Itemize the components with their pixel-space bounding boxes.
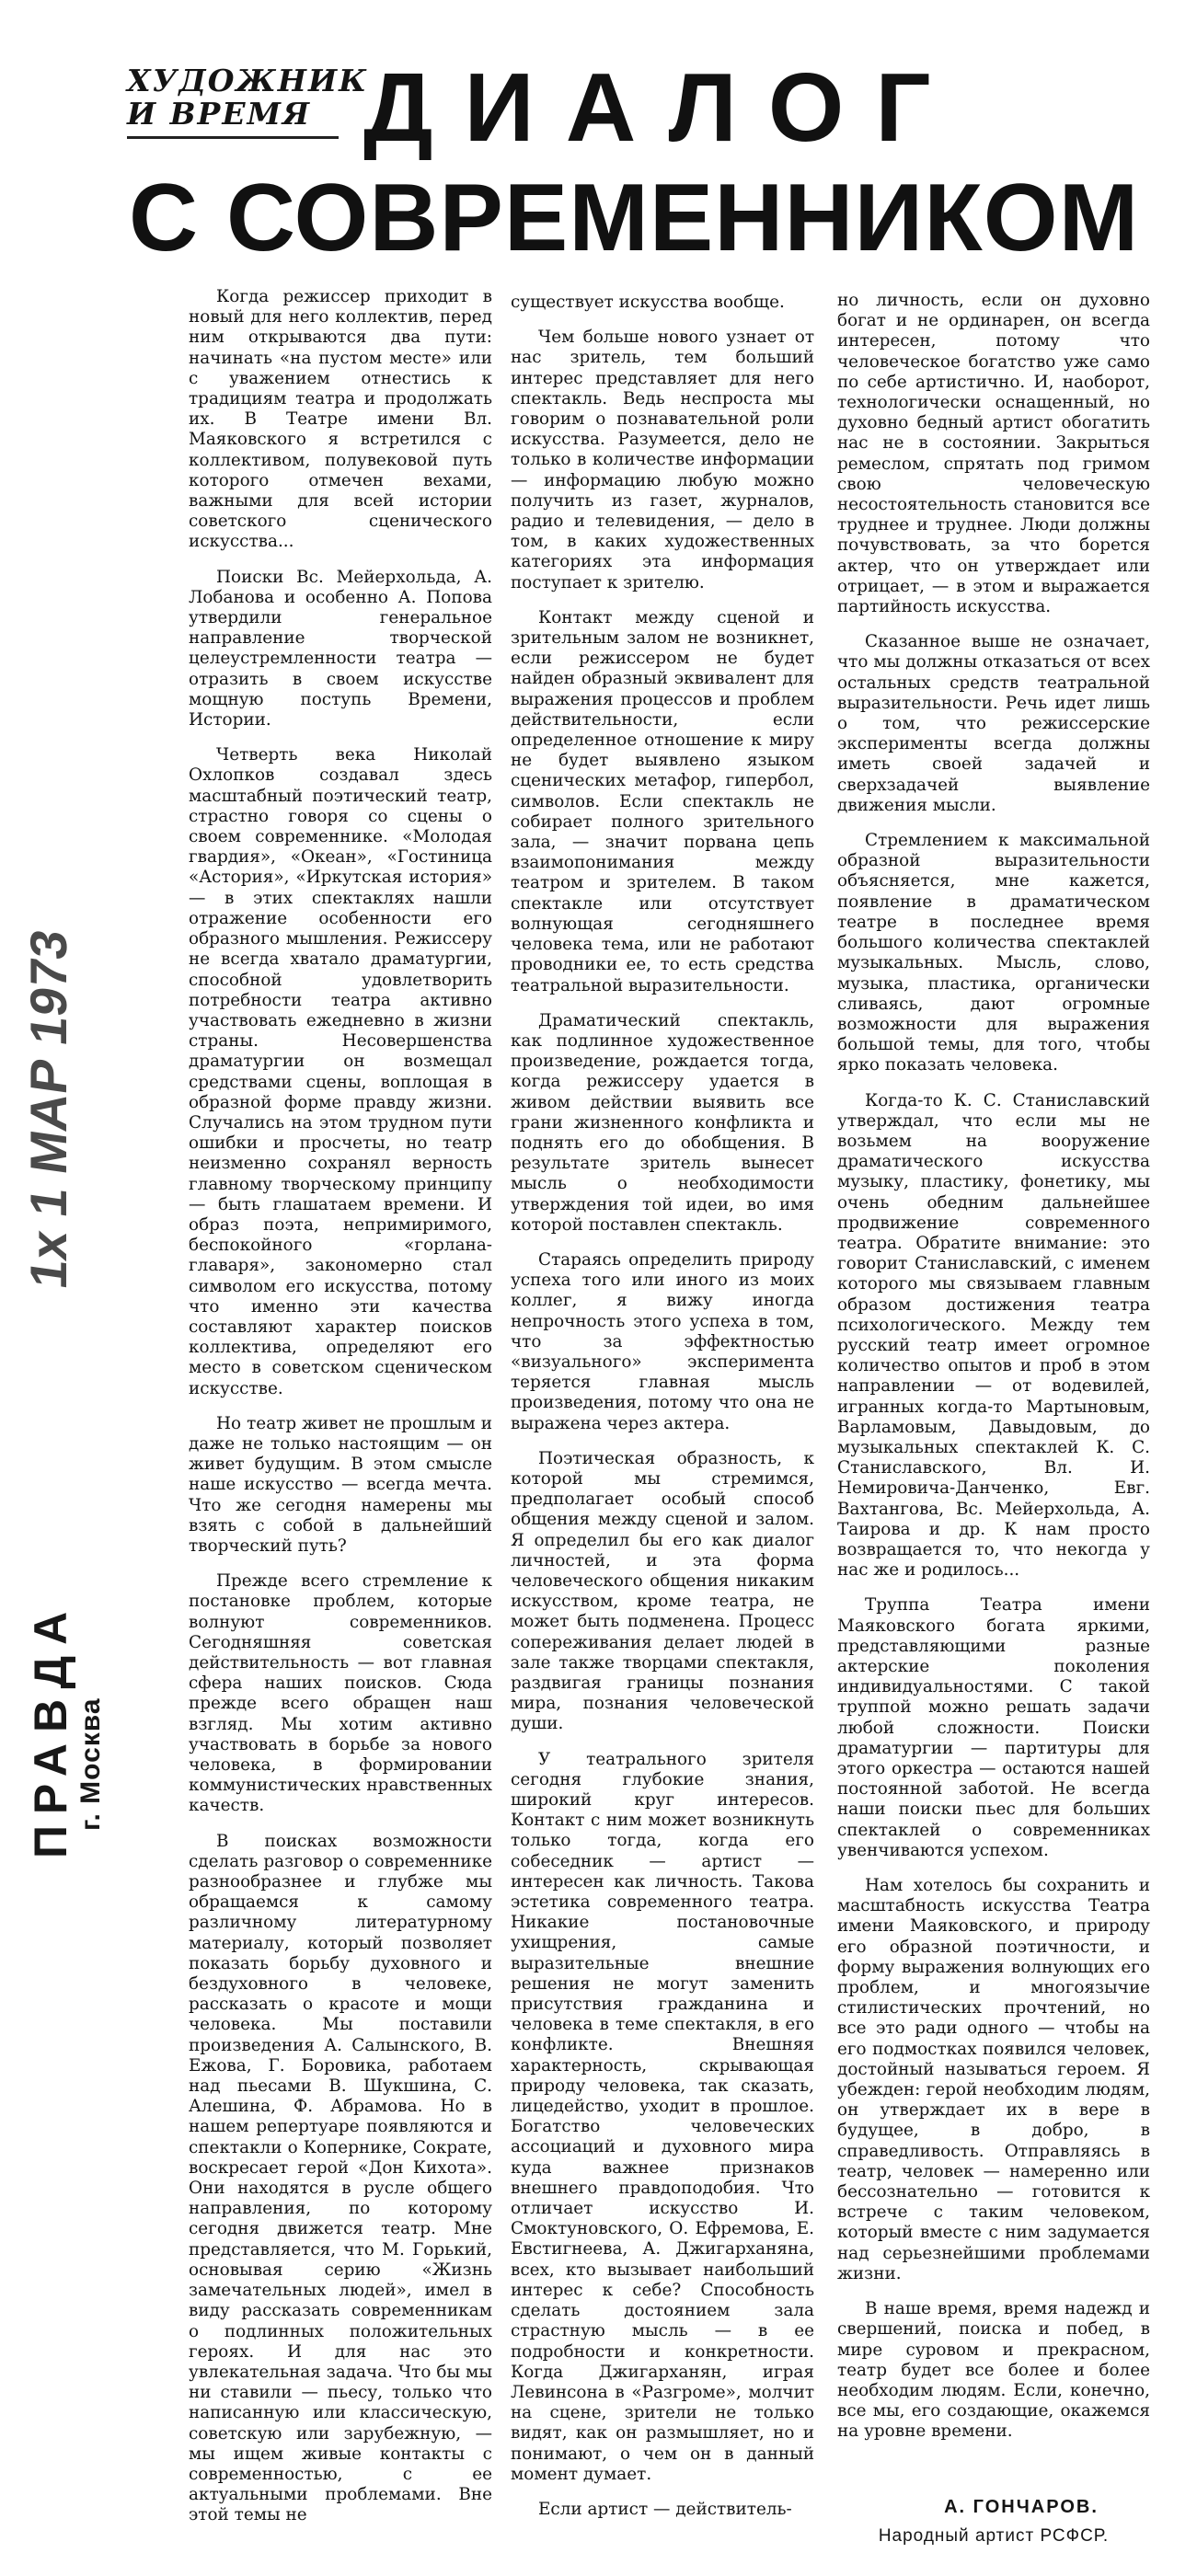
- paragraph: У театрального зрителя сегодня глубокие знания, широкий круг интересов. Контакт с ним может возникнуть только тогда, когда его собеседник — артист — интересен как личность. Такова эстетика современного театра. Никакие постановочные ухищрения, самые выразительные внешние решения не могут заменить присутствия гражданина и человека в теме спектакля, в его конфликте. Внешняя характерность, скрывающая природу человека, так сказать, лицедейство, уходит в прошлое. Богатство человеческих ассоциаций и духовного мира куда важнее признаков внешнего правдоподобия. Что отличает искусство И. Смоктуновского, О. Ефремова, Е. Евстигнеева, А. Джигарханяна, всех, кто вызывает наибольший интерес к себе? Способность сделать достоянием зала страстную мысль — в ее подробности и конкретности. Когда Джигарханян, играя Левинсона в «Разгроме», молчит на сцене, зрители не только видят, как он размышляет, но и понимают, о чем он в данный момент думает.: [511, 1749, 814, 2484]
- paragraph: Сказанное выше не означает, что мы должны отказаться от всех остальных средств театральной выразительности. Речь идет лишь о том, что режиссерские эксперименты всегда должны иметь своей задачей и сверхзадачей выявление движения мысли.: [837, 632, 1150, 815]
- paragraph: но личность, если он духовно богат и не ординарен, он всегда интересен, потому что человеческое богатство уже само по себе артистично. И, наоборот, технологически оснащенный, но духовно бедный артист обогатить нас не в состоянии. Закрыться ремеслом, спрятать под гримом свою человеческую несостоятельность становится все труднее и труднее. Люди должны почувствовать, за что борется актер, что он утверждает или отрицает, — в этом и выражается партийность искусства.: [837, 291, 1150, 617]
- masthead-vertical: [19, 926, 106, 1858]
- paragraph: Стараясь определить природу успеха того или иного из моих коллег, я вижу иногда непрочность этого успеха в том, что за эффектностью «визуального» эксперимента теряется главная мысль произведения, потому что она не выражена через актера.: [511, 1249, 814, 1433]
- paragraph: Поэтическая образность, к которой мы стремимся, предполагает особый способ общения между сценой и залом. Я определил бы его как диалог личностей, и эта форма человеческого общения никаким искусством, кроме театра, не может быть подменена. Процесс сопереживания делает людей в зале также творцами спектакля, раздвигая границы познания мира, познания человеческой души.: [511, 1448, 814, 1734]
- paragraph: Но театр живет не прошлым и даже не только настоящим — он живет будущим. В этом смысле наше искусство — всегда мечта. Что же сегодня намерены мы взять с собой в дальнейший творческий путь?: [189, 1413, 492, 1556]
- paragraph: Если артист — действитель-: [538, 2499, 792, 2519]
- masthead-city: г. Москва: [75, 1697, 106, 1831]
- paragraph: Четверть века Николай Охлопков создавал здесь масштабный поэтический театр, страстно говоря со сцены о своем современнике. «Молодая гвардия», «Океан», «Гостиница «Астория», «Иркутская история» — в этих спектаклях нашли отражение особенности его образного мышления. Режиссеру не всегда хватало драматургии, способной удовлетворить потребности театра активно участвовать ежедневно в жизни страны. Несовершенства драматургии он возмещал средствами сцены, воплощая в образной форме правду жизни. Случались на этом трудном пути ошибки и просчеты, но театр неизменно сохранял верность главному творческому принципу — быть глашатаем времени. И образ поэта, непримиримого, беспокойного «горлана-главаря», закономерно стал символом его искусства, потому что именно эти качества составляют характер поисков коллектива, определяют его место в советском сценическом искусстве.: [189, 745, 492, 1398]
- paragraph: Когда режиссер приходит в новый для него коллектив, перед ним открываются два пути: начинать «на пустом месте» или с уважением отнестись к традициям театра и продолжать их. В Театре имени Вл. Маяковского я встретился с коллективом, полувековой путь которого отмечен вехами, важными для всей истории советского сценического искусства...: [189, 287, 492, 552]
- author-title: Народный артист РСФСР.: [878, 2526, 1110, 2546]
- paragraph: В поисках возможности сделать разговор о современнике разнообразнее и глубже мы обращаемся к самому различному литературному материалу, который позволяет показать борьбу духовного и бездуховного в человеке, рассказать о красоте и мощи человека. Мы поставили произведения А. Салынского, В. Ежова, Г. Боровика, работаем над пьесами В. Шукшина, С. Алешина, Ф. Абрамова. Но в нашем репертуаре появляются и спектакли о Копернике, Сократе, воскресает герой «Дон Кихота». Они находятся в русле общего направления, по которому сегодня движется театр. Мне представляется, что М. Горький, основывая серию «Жизнь замечательных людей», имел в виду рассказать современникам о подлинных положительных героях. И для нас это увлекательная задача. Что бы мы ни ставили — пьесу, только что написанную или классическую, советскую или зарубежную, — мы ищем живые контакты с современностью, с ее актуальными проблемами. Вне этой темы не: [189, 1831, 492, 2525]
- date-stamp: 1x 1 МАР 1973: [19, 926, 77, 1293]
- author-signature: А. ГОНЧАРОВ.: [944, 2497, 1099, 2517]
- article-column-3: [837, 291, 1150, 2443]
- paragraph: Труппа Театра имени Маяковского богата яркими, представляющими разные актерские поколения индивидуальностями. С такой труппой можно решать задачи любой сложности. Поиски драматургии — партитуры для этого оркестра — остаются нашей постоянной заботой. Не всегда наши поиски пьес для больших спектаклей о современниках увенчиваются успехом.: [837, 1595, 1150, 1860]
- rubric: [127, 63, 369, 132]
- paragraph: Драматический спектакль, как подлинное художественное произведение, рождается тогда, когда режиссеру удается в живом действии выявить все грани жизненного конфликта и поднять его до обобщения. В результате зритель вынесет мысль о необходимости утверждения той идеи, во имя которой поставлен спектакль.: [511, 1010, 814, 1235]
- paragraph: Чем больше нового узнает от нас зритель, тем больший интерес представляет для него спектакль. Ведь неспроста мы говорим о познавательной роли искусства. Разумеется, дело не только в количестве информации — информацию любую можно получить из газет, журналов, радио и телевидения, — дело в том, в каких художественных категориях эта информация поступает к зрителю.: [511, 328, 814, 592]
- article-column-2: [511, 293, 814, 2520]
- paragraph: Нам хотелось бы сохранить и масштабность искусства Театра имени Маяковского, и природу его образной поэтичности, и форму выражения волнующих его проблем, и многоязычие стилистических прочтений, но все это ради одного — чтобы на его подмостках появился человек, достойный называться героем. Я убежден: герой необходим людям, он утверждает их в вере в будущее, в добро, в справедливость. Отправляясь в театр, человек — намеренно или бессознательно — готовится к встрече с таким человеком, который вместе с ним задумается над серьезнейшими проблемами жизни.: [837, 1876, 1150, 2283]
- headline-line-2: С СОВРЕМЕННИКОМ: [129, 165, 1140, 271]
- paragraph: существует искусства вообще.: [511, 293, 785, 312]
- masthead-publication: ПРАВДА: [25, 1600, 76, 1858]
- paragraph: Прежде всего стремление к постановке проблем, которые волнуют современников. Сегодняшняя советская действительность — вот главная сфера наших поисков. Сюда прежде всего обращен наш взгляд. Мы хотим активно участвовать в борьбе за нового человека, в формировании коммунистических нравственных качеств.: [189, 1571, 492, 1816]
- paragraph: Контакт между сценой и зрительным залом не возникнет, если режиссером не будет найден образный эквивалент для выражения процессов и проблем действительности, если определенное отношение к миру не будет выявлено языком сценических метафор, гипербол, символов. Если спектакль не собирает полного зрительного зала, — значит порвана цепь взаимопонимания между театром и зрителем. В таком спектакле или отсутствует волнующая сегодняшнего человека тема, или не работают проводники ее, то есть средства театральной выразительности.: [511, 607, 814, 995]
- headline-line-1: ДИАЛОГ: [363, 53, 962, 162]
- rubric-line-2: И ВРЕМЯ: [127, 96, 312, 132]
- paragraph: Стремлением к максимальной образной выразительности объясняется, мне кажется, появление в драматическом театре в последнее время большого количества спектаклей музыкальных. Мысль, слово, музыка, пластика, органически сливаясь, дают огромные возможности для выражения большой темы, для того, чтобы ярко показать человека.: [837, 831, 1150, 1075]
- article-column-1: [189, 287, 492, 2526]
- rubric-underline: [127, 136, 339, 139]
- paragraph: В наше время, время надежд и свершений, поиска и побед, в мире суровом и прекрасном, театр будет все более и более необходим людям. Если, конечно, все мы, его создающие, окажемся на уровне времени.: [837, 2299, 1150, 2442]
- paragraph: Когда-то К. С. Станиславский утверждал, что если мы не возьмем на вооружение драматического искусства музыку, пластику, фонетику, мы очень обедним дальнейшее продвижение современного театра. Обратите внимание: это говорит Станиславский, с именем которого мы связываем главным образом достижения театра психологического. Между тем русский театр имеет огромное количество опытов и проб в этом направлении — от водевилей, игранных когда-то Мартыновым, Варламовым, Давыдовым, до музыкальных спектаклей К. С. Станиславского, Вл. И. Немировича-Данченко, Евг. Вахтангова, Вс. Мейерхольда, А. Таирова и др. К нам просто возвращается то, что некогда у нас же и родилось...: [837, 1090, 1150, 1581]
- rubric-line-1: ХУДОЖНИК: [127, 63, 369, 98]
- paragraph: Поиски Вс. Мейерхольда, А. Лобанова и особенно А. Попова утвердили генеральное направление творческой целеустремленности театра — отразить в своем искусстве мощную поступь Времени, Истории.: [189, 567, 492, 730]
